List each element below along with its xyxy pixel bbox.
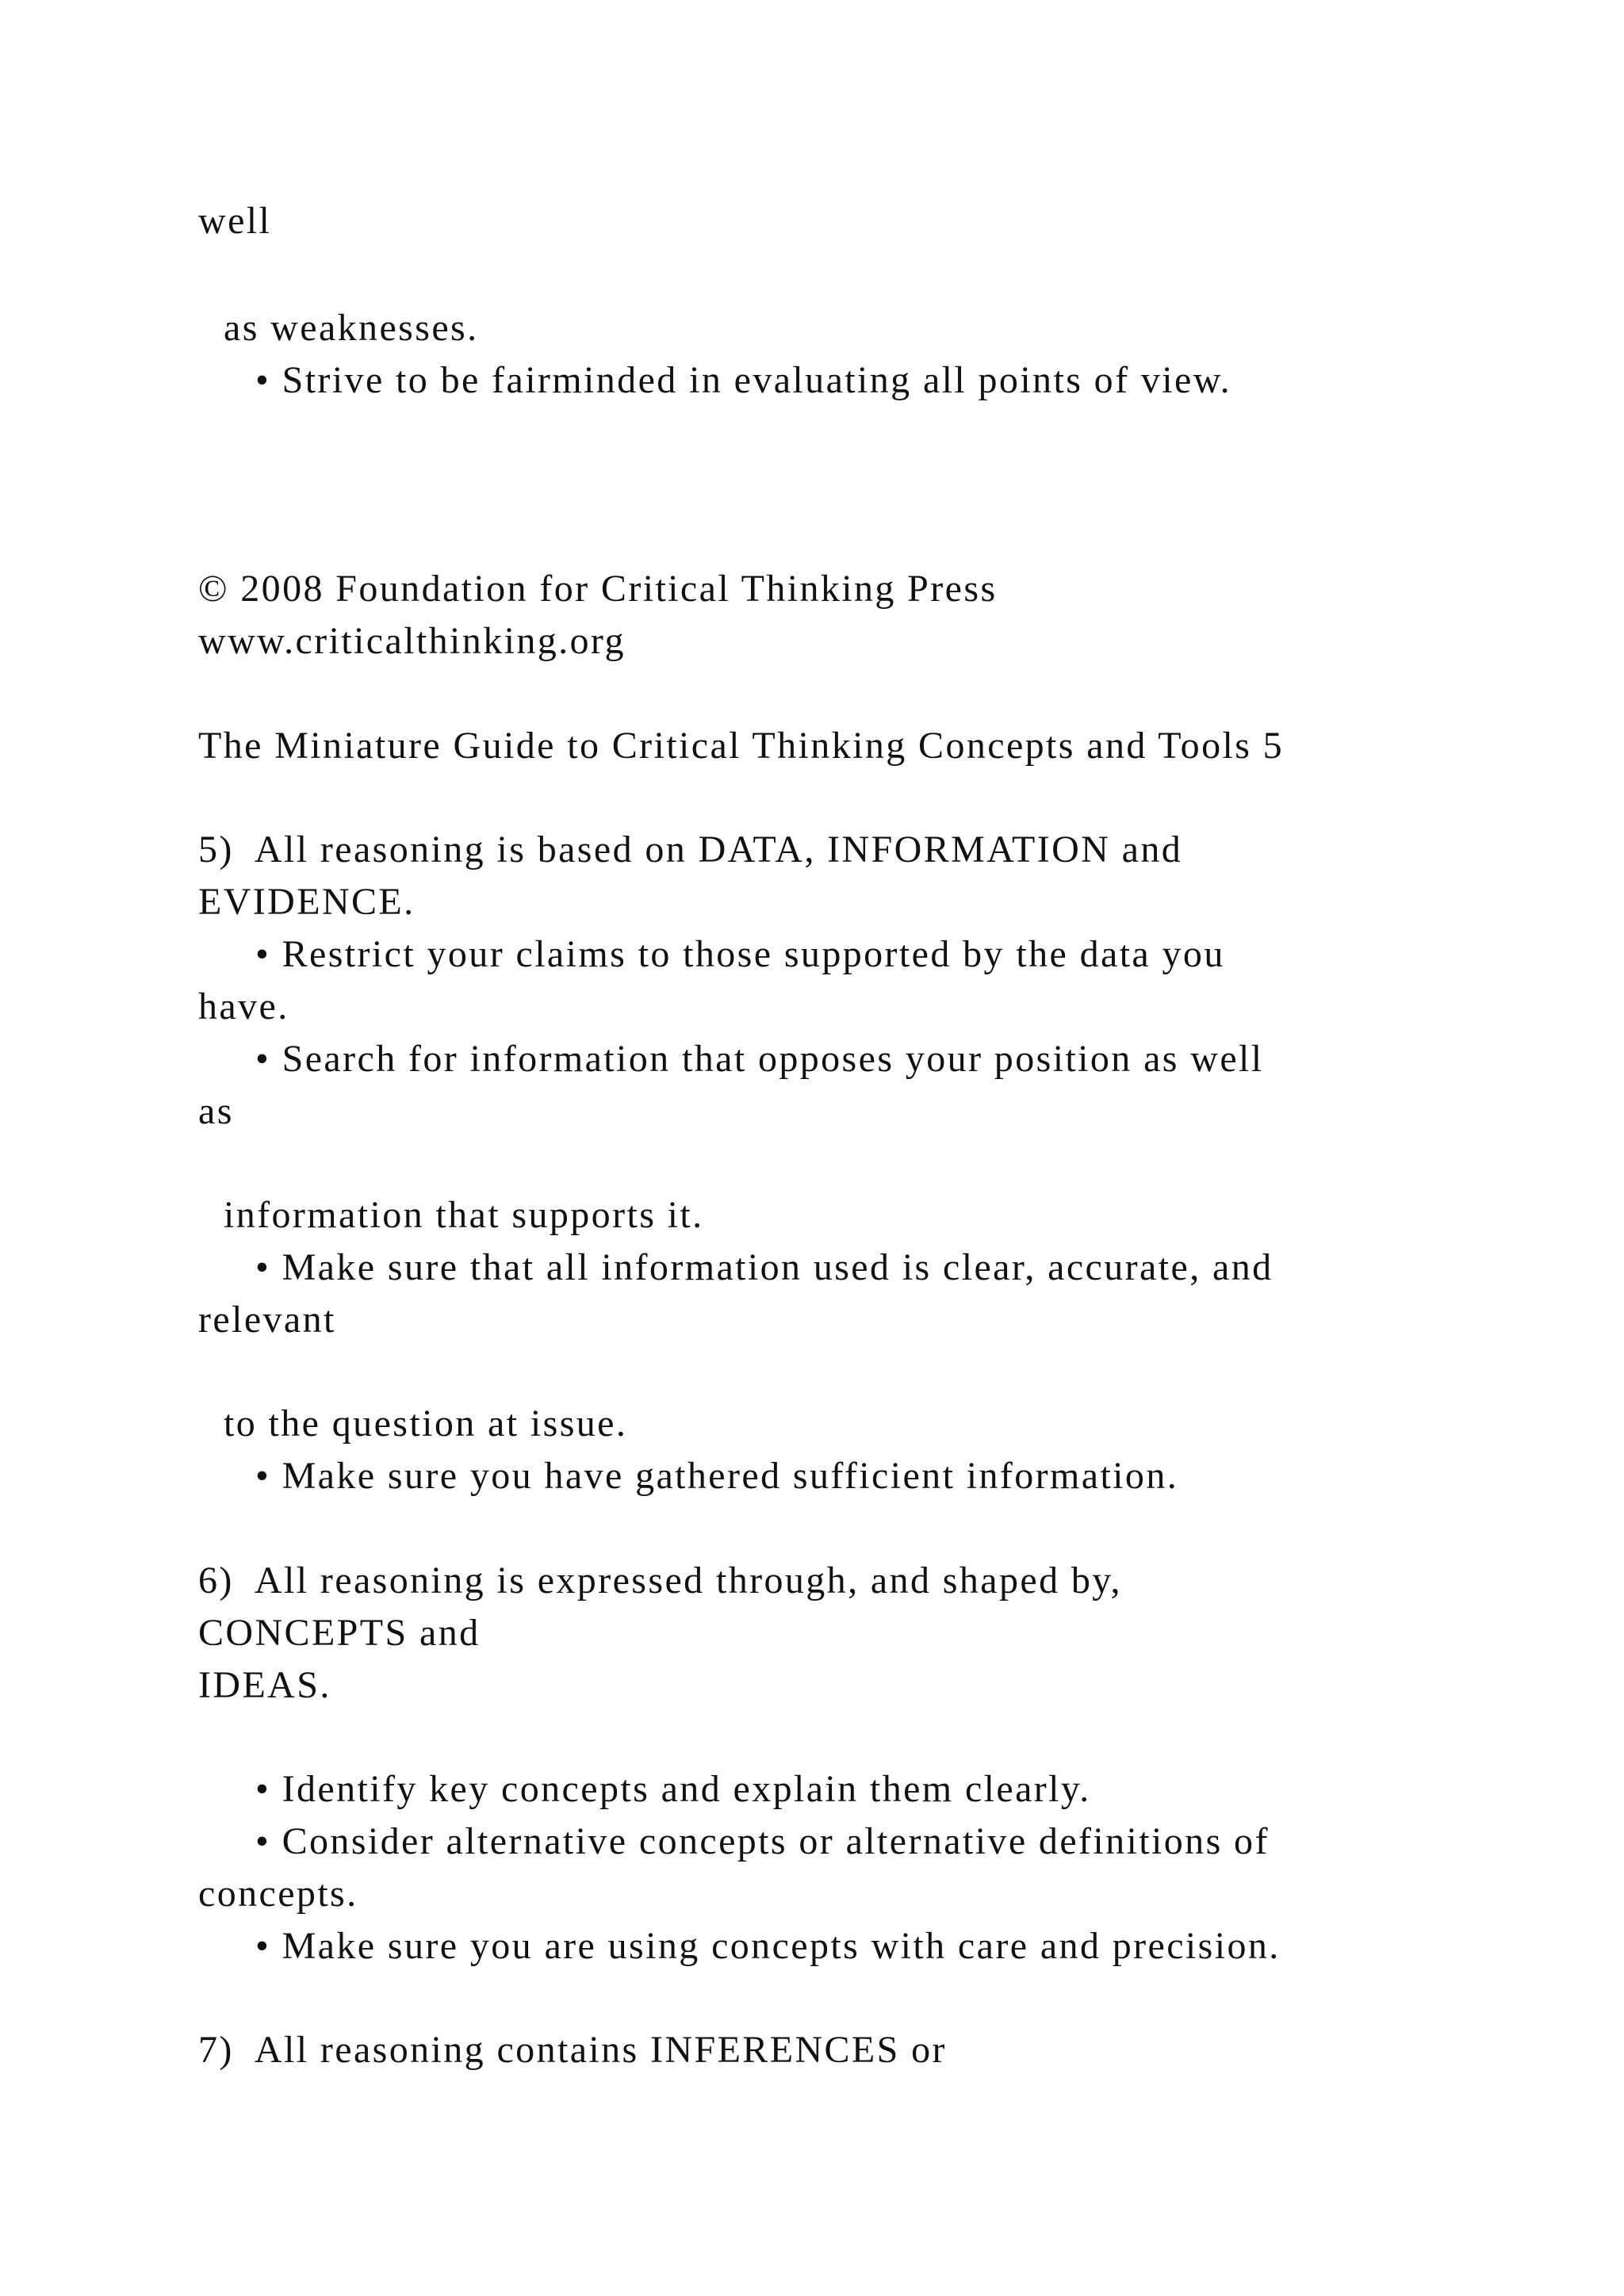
text-line: well [198, 200, 272, 242]
text-line: information that supports it. [224, 1194, 704, 1236]
bullet-item: • Make sure you are using concepts with care and precision. [255, 1925, 1281, 1967]
text-line: as [198, 1090, 234, 1132]
section-heading: 5) All reasoning is based on DATA, INFORMATION and [198, 828, 1183, 871]
text-line: to the question at issue. [224, 1402, 628, 1445]
section-heading: EVIDENCE. [198, 881, 416, 923]
website-line: www.criticalthinking.org [198, 620, 626, 662]
bullet-item: • Identify key concepts and explain them clearly. [255, 1768, 1091, 1810]
text-line: have. [198, 985, 289, 1027]
copyright-line: © 2008 Foundation for Critical Thinking Press [198, 568, 998, 610]
section-heading: 6) All reasoning is expressed through, and shaped by, [198, 1559, 1122, 1601]
text-line: as weaknesses. [224, 307, 479, 349]
bullet-item: • Search for information that opposes your position as well [255, 1038, 1264, 1080]
text-line: relevant [198, 1299, 336, 1341]
running-header: The Miniature Guide to Critical Thinking Concepts and Tools 5 [198, 725, 1285, 767]
text-line: concepts. [198, 1873, 358, 1915]
section-heading: 7) All reasoning contains INFERENCES or [198, 2029, 947, 2071]
bullet-item: • Make sure that all information used is clear, accurate, and [255, 1246, 1274, 1288]
section-heading: CONCEPTS and [198, 1612, 481, 1654]
bullet-item: • Strive to be fairminded in evaluating all points of view. [255, 359, 1232, 401]
bullet-item: • Make sure you have gathered sufficient information. [255, 1455, 1179, 1497]
bullet-item: • Consider alternative concepts or alternative definitions of [255, 1820, 1270, 1862]
bullet-item: • Restrict your claims to those supported by the data you [255, 933, 1225, 975]
section-heading: IDEAS. [198, 1664, 331, 1706]
